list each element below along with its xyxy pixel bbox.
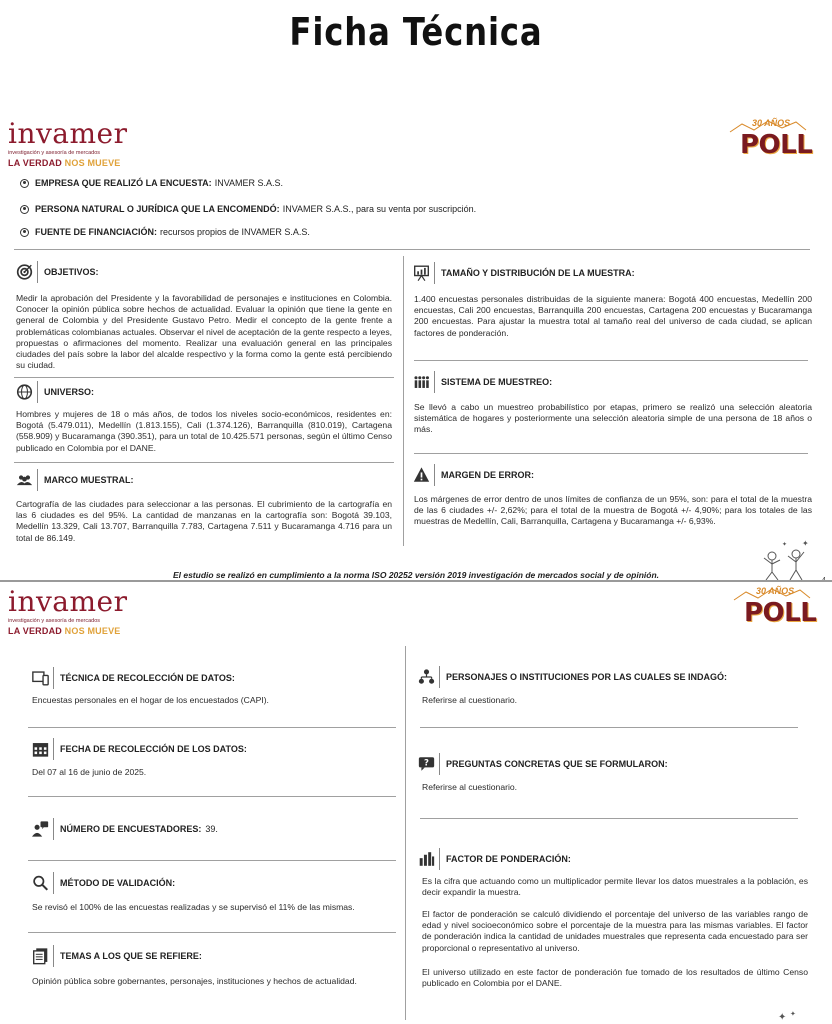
divider: [420, 727, 798, 728]
fecha-heading: [32, 738, 247, 760]
factor-paragraph-1: Es la cifra que actuando como un multiplicador permite llevar los datos muestrales a la población, es decir expandir la muestra.: [422, 876, 808, 898]
bullet-label: EMPRESA QUE REALIZÓ LA ENCUESTA:: [35, 178, 212, 188]
tecnica-text: Encuestas personales en el hogar de los encuestados (CAPI).: [32, 695, 269, 705]
poll-wordmark: POLL: [744, 598, 817, 628]
marco-text: Cartografía de las ciudades para seleccionar a las personas. El cubrimiento de la cartografía en las 6 ciudades es del 95%. La cantidad de manzanas en la cartografía son: Bogotá 39.103, Medellín 13.329, Cali 13.707, Barranquilla 7.783, Cartagena 7.511 y Bucaramanga 4.716 para un total de 86.149.: [16, 499, 392, 543]
presentation-chart-icon: [413, 262, 435, 284]
magnifier-icon: [32, 872, 54, 894]
divider: [28, 796, 396, 797]
radio-dot-icon: [20, 228, 29, 237]
bullet-value: INVAMER S.A.S.: [214, 178, 284, 188]
tamano-heading: [413, 262, 635, 284]
section-title: MARGEN DE ERROR:: [441, 470, 535, 480]
invamer-tagline: [8, 158, 128, 168]
objetivos-text: Medir la aprobación del Presidente y la favorabilidad de personajes e instituciones en Colombia. Conocer la opinión pública sobre hechos de actualidad. Evaluar la opinión que tiene la gente en general de Colombia y del Presidente Gustavo Petro. Medir el concepto de la gente frente a problemáticas colombianas actuales. Observar el nivel de aceptación de la gente respecto a leyes, propuestas o afirmaciones del momento. Realizar una evaluación general en las principales ciudades del país sobre la labor del alcalde respectivo y la forma como la gente está percibiendo su ciudad.: [16, 293, 392, 371]
question-chat-icon: [418, 753, 440, 775]
objetivos-heading: [16, 261, 99, 283]
bullet-value: INVAMER S.A.S., para su venta por suscripción.: [282, 204, 477, 214]
universo-heading: [16, 381, 94, 403]
sistema-text: Se llevó a cabo un muestreo probabilístico por etapas, primero se realizó una selección aleatoria sistemática de hogares y posteriormente una selección aleatoria simple de una persona de 18 años o más.: [414, 402, 812, 435]
factor-paragraph-3: El universo utilizado en este factor de ponderación fue tomado de los resultados de último Censo publicado en Colombia por el DANE.: [422, 967, 808, 989]
documents-icon: [32, 945, 54, 967]
poll-wordmark: POLL: [740, 130, 813, 160]
metodo-heading: [32, 872, 175, 894]
preguntas-heading: [418, 753, 668, 775]
divider: [14, 249, 810, 250]
svg-text:✦: ✦: [782, 542, 788, 548]
invamer-subtitle: investigación y asesoría de mercados: [8, 618, 101, 624]
divider: [14, 377, 394, 378]
calendar-icon: [32, 738, 54, 760]
divider: [28, 932, 396, 933]
section-title: SISTEMA DE MUESTREO:: [441, 377, 553, 387]
section-title: OBJETIVOS:: [44, 267, 99, 277]
encuestadores-heading: [32, 818, 218, 840]
metodo-text: Se revisó el 100% de las encuestas realizadas y se supervisó el 11% de las mismas.: [32, 902, 355, 912]
invamer-logo: [8, 585, 128, 636]
page-title: Ficha Técnica: [289, 10, 543, 54]
svg-text:✦: ✦: [778, 1012, 787, 1023]
radio-dot-icon: [20, 205, 29, 214]
section-title: TEMAS A LOS QUE SE REFIERE:: [60, 951, 202, 961]
ficha-page-1: [0, 108, 832, 584]
margen-text: Los márgenes de error dentro de unos límites de confianza de un 95%, son: para el total de la muestra de las 6 ciudades +/- 2,62%; para el total de la muestra de Bogotá +/- 4,90%; para los totales de las muestras de Medellín, Cali, Barranquilla, Cartagena y Bucaramanga +/- 6,93%.: [414, 494, 812, 527]
encuestadores-value: 39.: [205, 824, 218, 834]
bullet-label: PERSONA NATURAL O JURÍDICA QUE LA ENCOMENDÓ:: [35, 204, 280, 214]
factor-paragraph-2: El factor de ponderación se calculó dividiendo el porcentaje del universo de las variables rango de edad y nivel socioeconómico sobre el porcentaje de la muestra para las mismas variables. El factor de ponderación indica la cantidad de unidades muestrales que representa cada encuestado para ser proporcional o representativo al universo.: [422, 909, 808, 953]
globe-icon: [16, 381, 38, 403]
invamer-wordmark: invamer: [8, 585, 128, 618]
bullet-fuente: [20, 227, 310, 237]
factor-heading: [418, 848, 571, 870]
section-title: NÚMERO DE ENCUESTADORES:: [60, 824, 202, 834]
section-title: TÉCNICA DE RECOLECCIÓN DE DATOS:: [60, 673, 235, 683]
personajes-text: Referirse al cuestionario.: [422, 695, 518, 705]
divider: [28, 727, 396, 728]
iso-footnote: El estudio se realizó en cumplimiento a la norma ISO 20252 versión 2019 investigación de mercados social y de opinión.: [172, 570, 660, 580]
tecnica-heading: [32, 667, 235, 689]
radio-dot-icon: [20, 179, 29, 188]
poll-anos: 30 AÑOS: [756, 586, 795, 596]
tagline-part-2: NOS MUEVE: [64, 158, 121, 168]
tagline-part-1: LA VERDAD: [8, 626, 62, 636]
section-title: MÉTODO DE VALIDACIÓN:: [60, 878, 176, 888]
section-title: PERSONAJES O INSTITUCIONES POR LAS CUALES SE INDAGÓ:: [446, 672, 728, 682]
invamer-tagline: [8, 626, 128, 636]
tablet-phone-icon: [32, 667, 54, 689]
svg-text:✦: ✦: [790, 1011, 796, 1018]
interviewer-icon: [32, 818, 54, 840]
org-network-icon: [418, 666, 440, 688]
divider: [420, 818, 798, 819]
margen-heading: [413, 464, 534, 486]
svg-text:✦: ✦: [802, 539, 809, 548]
invamer-subtitle: investigación y asesoría de mercados: [8, 150, 101, 156]
column-divider: [403, 256, 404, 546]
bullet-empresa: [20, 178, 283, 188]
divider: [414, 360, 808, 361]
tagline-part-2: NOS MUEVE: [64, 626, 121, 636]
section-title: PREGUNTAS CONCRETAS QUE SE FORMULARON:: [446, 759, 668, 769]
divider: [414, 453, 808, 454]
invamer-wordmark: invamer: [8, 117, 128, 150]
section-title: MARCO MUESTRAL:: [44, 475, 134, 485]
bullet-persona: [20, 204, 476, 214]
marco-heading: [16, 469, 134, 491]
poll-logo: [732, 586, 817, 632]
target-icon: [16, 261, 38, 283]
column-divider: [405, 646, 406, 1020]
sparkle-icon: [776, 1006, 806, 1024]
divider: [14, 462, 394, 463]
personajes-heading: [418, 666, 727, 688]
ficha-page-2: [0, 580, 832, 1024]
sistema-heading: [413, 371, 552, 393]
bar-chart-icon: [418, 848, 440, 870]
poll-logo: [728, 118, 813, 164]
universo-text: Hombres y mujeres de 18 o más años, de todos los niveles socio-económicos, residentes en: Bogotá (5.479.011), Medellín (1.813.155), Cali (1.374.126), Barranquilla (810.019), Cartagena (558.909) y Bucaramanga (390.351), para un total de 10.425.571 personas, según el último Censo publicado en Colombia por el DANE.: [16, 409, 392, 453]
tagline-part-1: LA VERDAD: [8, 158, 62, 168]
section-title: FECHA DE RECOLECCIÓN DE LOS DATOS:: [60, 744, 247, 754]
warning-icon: [413, 464, 435, 486]
section-title: FACTOR DE PONDERACIÓN:: [446, 854, 571, 864]
fecha-text: Del 07 al 16 de junio de 2025.: [32, 767, 147, 777]
poll-anos: 30 AÑOS: [752, 118, 791, 128]
people-row-icon: [413, 371, 435, 393]
invamer-logo: [8, 117, 128, 168]
section-title: TAMAÑO Y DISTRIBUCIÓN DE LA MUESTRA:: [441, 268, 635, 278]
preguntas-text: Referirse al cuestionario.: [422, 782, 518, 792]
temas-heading: [32, 945, 202, 967]
bullet-label: FUENTE DE FINANCIACIÓN:: [35, 227, 157, 237]
section-title: UNIVERSO:: [44, 387, 95, 397]
tamano-text: 1.400 encuestas personales distribuidas de la siguiente manera: Bogotá 400 encuestas, Medellín 200 encuestas, Cali 200 encuestas, Barranquilla 200 encuestas, Cartagena 200 encuestas y Bucaramanga 200 encuestas. Para ajustar la muestra total al tamaño real del universo de cada ciudad, se aplican factores de ponderación.: [414, 294, 812, 338]
divider: [28, 860, 396, 861]
bullet-value: recursos propios de INVAMER S.A.S.: [160, 227, 310, 237]
svg-text:?: ?: [424, 758, 429, 769]
group-icon: [16, 469, 38, 491]
temas-text: Opinión pública sobre gobernantes, personajes, instituciones y hechos de actualidad.: [32, 976, 357, 986]
